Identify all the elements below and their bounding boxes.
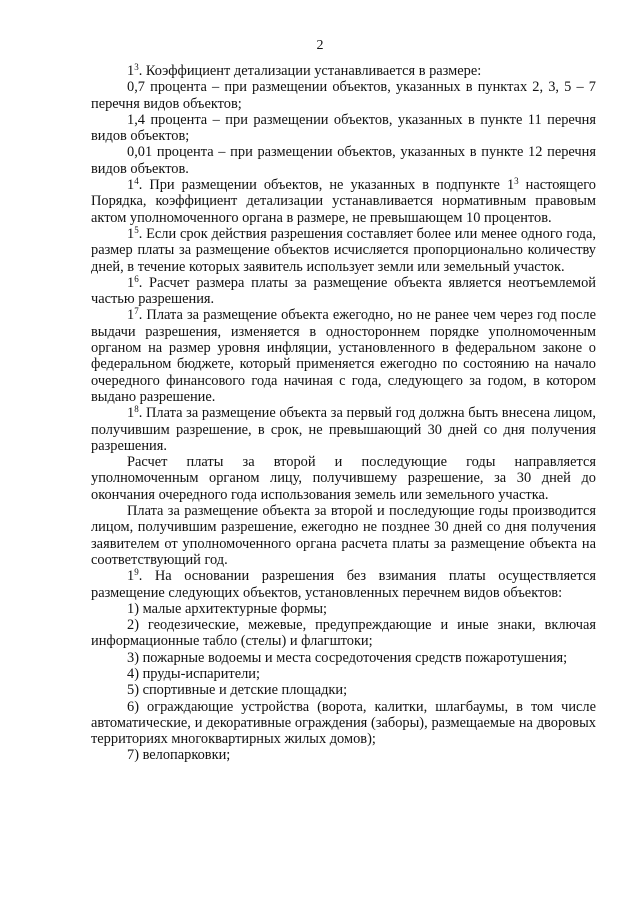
clause-superscript: 6 <box>134 273 139 284</box>
paragraph-text: Расчет размера платы за размещение объекта является неотъемлемой частью разрешения. <box>91 274 596 308</box>
reference-superscript: 3 <box>514 176 519 187</box>
clause-number: 1 <box>127 568 135 585</box>
paragraph <box>91 666 596 682</box>
paragraph-text: 4) пруды-испарители; <box>127 665 260 682</box>
paragraph-text: Плата за размещение объекта за первый год должна быть внесена лицом, получившим разрешение, в срок, не превышающий 30 дней со дня получения разрешения. <box>91 405 596 454</box>
paragraph-text: 0,7 процента – при размещении объектов, указанных в пунктах 2, 3, 5 – 7 перечня видов объектов; <box>91 79 596 112</box>
paragraph <box>91 747 596 763</box>
paragraph-text-continued: настоящего Порядка, коэффициент детализации устанавливается нормативным правовым актом уполномоченного органа в размере, не превышающем 10 процентов. <box>91 177 596 226</box>
paragraph <box>91 112 596 145</box>
clause-dot: . <box>138 63 143 79</box>
paragraph <box>91 275 596 308</box>
paragraph <box>91 503 596 568</box>
page-number: 2 <box>316 38 324 53</box>
paragraph <box>91 226 596 275</box>
paragraph-text: 0,01 процента – при размещении объектов, указанных в пункте 12 перечня видов объектов. <box>91 144 596 177</box>
paragraph-text: Расчет платы за второй и последующие годы направляется уполномоченным органом лицу, получившему разрешение, за 30 дней до окончания очередного года использования земель или земельного участка. <box>91 454 596 503</box>
paragraph-text: 6) ограждающие устройства (ворота, калитки, шлагбаумы, в том числе автоматические, и декоративные ограждения (заборы), размещаемые на дворовых территориях многоквартирных жилых домов); <box>91 698 596 748</box>
paragraph-text: На основании разрешения без взимания платы осуществляется размещение следующих объектов, установленных перечнем видов объектов: <box>91 568 596 601</box>
clause-number: 1 <box>127 63 135 79</box>
paragraph <box>91 699 596 748</box>
paragraph <box>91 307 596 405</box>
paragraph-text: Плата за размещение объекта за второй и последующие годы производится лицом, получившим разрешение, ежегодно не позднее 30 дней со дня получения заявителем от уполномоченного органа расчета платы за размещение объекта на соответствующий год. <box>91 503 596 568</box>
paragraph <box>91 617 596 650</box>
clause-dot: . <box>138 405 143 422</box>
clause-superscript: 7 <box>134 306 139 317</box>
paragraph-text: При размещении объектов, не указанных в подпункте 1 <box>142 177 515 194</box>
document-body <box>91 63 596 764</box>
paragraph <box>91 79 596 112</box>
paragraph-text: Если срок действия разрешения составляет более или менее одного года, размер платы за размещение объектов исчисляется пропорционально количеству дней, в течение которых заявитель использует земли или земельный участок. <box>91 225 596 275</box>
paragraph <box>91 405 596 454</box>
clause-superscript: 4 <box>134 176 139 187</box>
clause-dot: . <box>138 307 143 324</box>
paragraph <box>91 144 596 177</box>
clause-superscript: 8 <box>134 404 139 415</box>
paragraph-text: 1,4 процента – при размещении объектов, указанных в пункте 11 перечня видов объектов; <box>91 111 596 145</box>
paragraph-text: 3) пожарные водоемы и места сосредоточения средств пожаротушения; <box>127 649 568 666</box>
paragraph-text: Коэффициент детализации устанавливается в размере: <box>142 63 482 79</box>
clause-dot: . <box>138 274 143 291</box>
paragraph-text: Плата за размещение объекта ежегодно, но не ранее чем через год после выдачи разрешения, изменяется в одностороннем порядке уполномоченным органом на размер уровня инфляции, установленного в федеральном законе о федеральном бюджете, который применяется ежегодно по состоянию на начало очередного финансового года начиная с года, следующего за годом, в котором выдано разрешение. <box>91 307 596 405</box>
clause-dot: . <box>138 568 143 585</box>
paragraph <box>91 454 596 503</box>
paragraph <box>91 650 596 666</box>
clause-number: 1 <box>127 225 135 242</box>
clause-superscript: 5 <box>134 224 139 235</box>
clause-dot: . <box>138 177 143 194</box>
clause-number: 1 <box>127 274 135 291</box>
clause-superscript: 9 <box>134 567 139 578</box>
clause-number: 1 <box>127 177 135 194</box>
paragraph <box>91 63 596 79</box>
paragraph-text: 2) геодезические, межевые, предупреждающие и иные знаки, включая информационные табло (стелы) и флагштоки; <box>91 617 596 650</box>
clause-superscript: 3 <box>134 62 139 72</box>
paragraph <box>91 601 596 617</box>
clause-number: 1 <box>127 405 135 422</box>
clause-number: 1 <box>127 307 135 324</box>
paragraph <box>91 177 596 226</box>
paragraph <box>91 682 596 698</box>
clause-dot: . <box>138 225 143 242</box>
paragraph-text: 7) велопарковки; <box>127 747 231 764</box>
paragraph-text: 1) малые архитектурные формы; <box>127 600 328 617</box>
paragraph-text: 5) спортивные и детские площадки; <box>127 682 348 699</box>
paragraph <box>91 568 596 601</box>
